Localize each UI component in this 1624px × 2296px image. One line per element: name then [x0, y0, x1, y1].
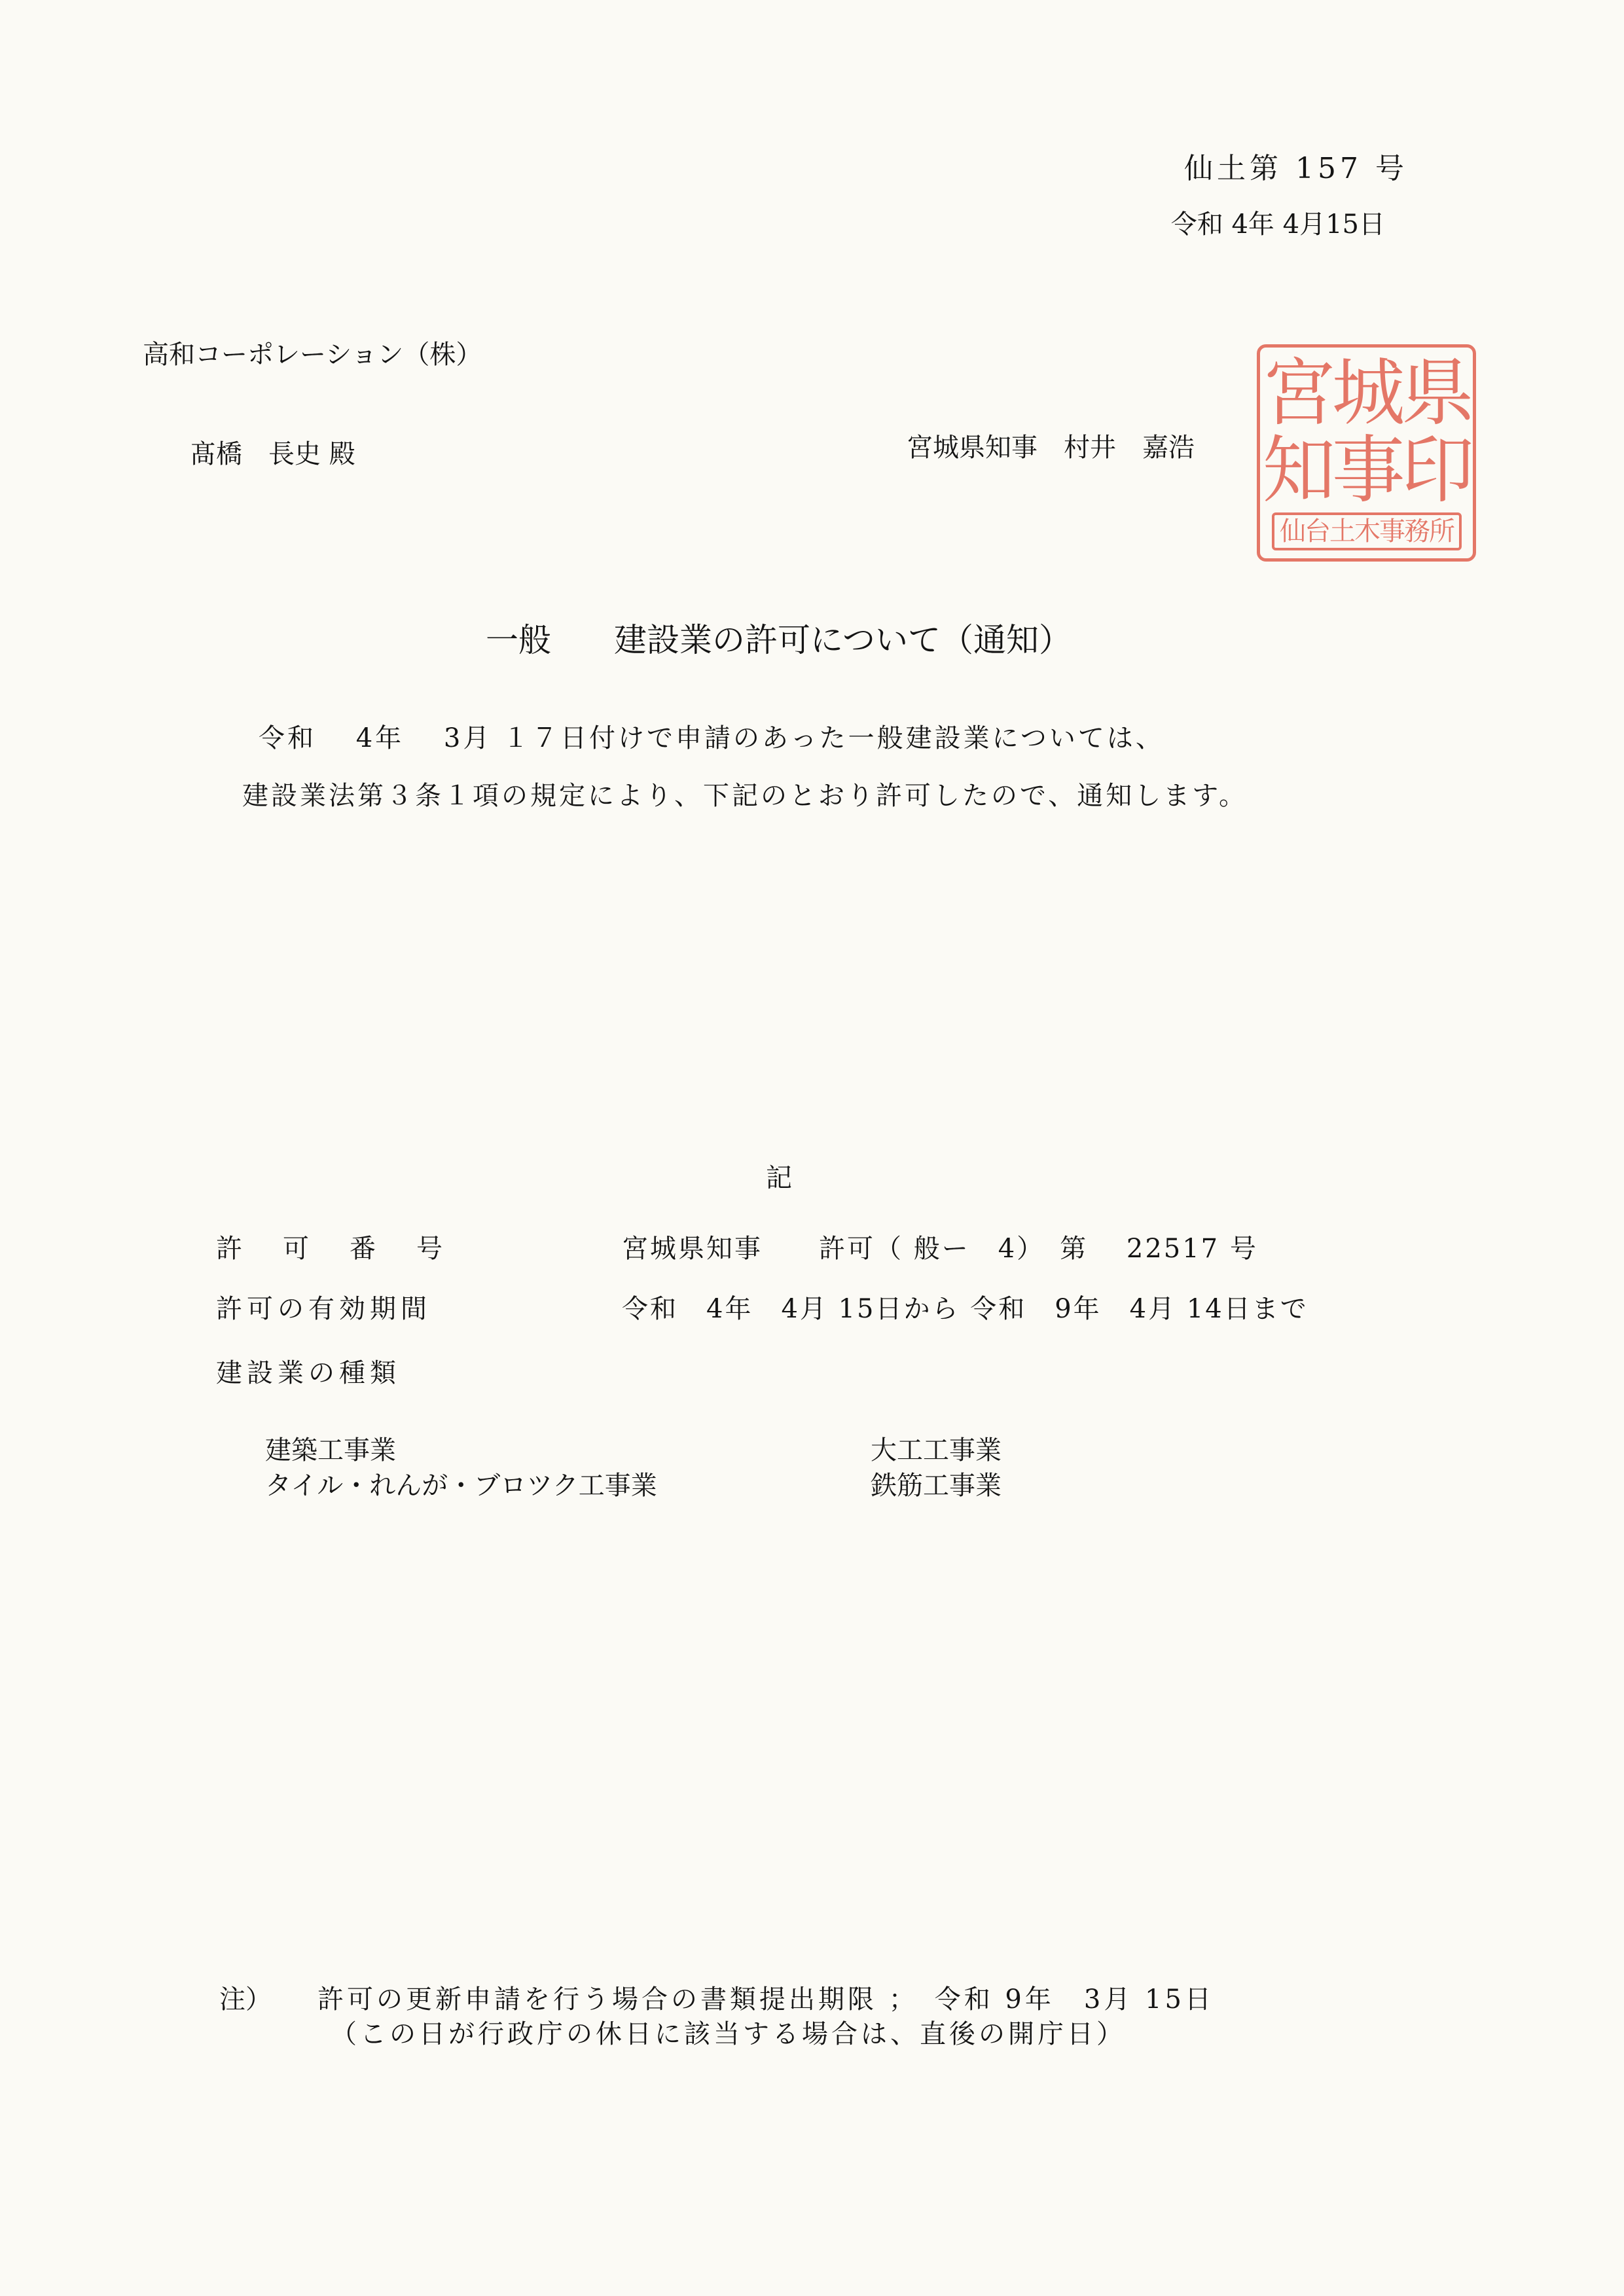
issue-date: 令和 4年 4月15日 [1170, 209, 1385, 240]
note-text-line-2: （この日が行政庁の休日に該当する場合は、直後の開庁日） [331, 2019, 1126, 2049]
record-heading: 記 [766, 1163, 792, 1193]
validity-period-label: 許可の有効期間 [216, 1294, 431, 1324]
official-seal [1257, 344, 1476, 562]
seal-text-upper: 宮城県 [1262, 351, 1471, 436]
work-type-item: 建築工事業 [265, 1435, 396, 1465]
body-text-line-1: 令和 4年 3月 １７日付けで申請のあった一般建設業については、 [259, 723, 1164, 753]
title-category: 一般 [486, 621, 551, 659]
note-text-line-1: 許可の更新申請を行う場合の書類提出期限 ； 令和 9年 3月 15日 [317, 1984, 1214, 2015]
addressee-person: 髙橋 長史 殿 [190, 439, 355, 469]
work-types-label: 建設業の種類 [216, 1358, 401, 1388]
addressee-company: 高和コーポレーション（株） [143, 340, 482, 370]
validity-period-value: 令和 4年 4月 15日から 令和 9年 4月 14日まで [622, 1294, 1308, 1324]
work-type-item: 鉄筋工事業 [871, 1471, 1001, 1501]
reference-number: 仙土第 157 号 [1184, 152, 1408, 185]
work-type-item: 大工工事業 [871, 1435, 1001, 1465]
note-label: 注） [219, 1984, 272, 2015]
document-title [486, 621, 1072, 659]
body-text-line-2: 建設業法第３条１項の規定により、下記のとおり許可したので、通知します。 [242, 781, 1248, 811]
issuer-name: 宮城県知事 村井 嘉浩 [907, 433, 1195, 463]
title-main: 建設業の許可について（通知） [614, 621, 1072, 659]
license-number-value: 宮城県知事 許可（ 般ー 4） 第 22517 号 [622, 1234, 1258, 1264]
seal-office-label: 仙台土木事務所 [1272, 512, 1462, 550]
license-number-label: 許可番号 [216, 1234, 483, 1264]
work-type-item: タイル・れんが・ブロツク工事業 [265, 1471, 657, 1501]
seal-text-lower: 知事印 [1262, 428, 1471, 513]
